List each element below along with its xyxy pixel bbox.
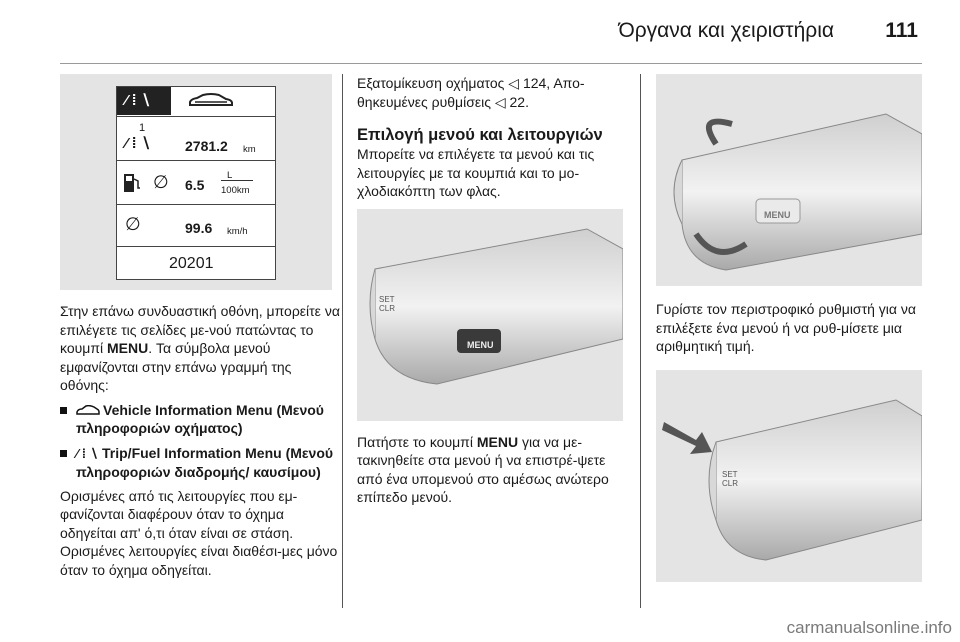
bullet-square [60, 407, 67, 414]
car-icon [76, 405, 100, 416]
column-1 [60, 74, 342, 579]
display-trip-row [117, 117, 275, 161]
menu-press-paragraph: Πατήστε το κουμπί MENU για να με-τακινηθείτε στα μενού ή να επιστρέ-ψετε από ένα υπομενού στο αμέσως ανώτερο επίπεδο μενού. [357, 433, 609, 505]
column-2 [357, 74, 623, 507]
menu-keyword: MENU [476, 433, 519, 450]
bullet-text: Trip/Fuel Information Menu (Μενού πληροφοριών διαδρομής/ καυσίμου) [76, 444, 334, 480]
menu-button-label: MENU [467, 339, 494, 350]
set-clr-illustration [656, 370, 922, 582]
note-paragraph: Ορισμένες από τις λειτουργίες που εμ-φανίζονται διαφέρουν όταν το όχημα οδηγείται απ' ό,τι όταν είναι σε στάση. Ορισμένες λειτουργίες είναι διαθέσι-μες μόνο όταν το όχημα οδηγείται. [60, 487, 338, 578]
reference-paragraph: Εξατομίκευση οχήματος ◁ 124, Απο-θηκευμένες ρυθμίσεις ◁ 22. [357, 75, 585, 110]
intro-paragraph: Στην επάνω συνδυαστική οθόνη, μπορείτε να επιλέγετε τις σελίδες με-νού πατώντας το κουμπί MENU. Τα σύμβολα μενού εμφανίζονται στην επάνω γραμμή της οθόνης: [60, 303, 340, 393]
bullet-vehicle-info [60, 401, 342, 438]
fuel-unit-bottom: 100km [221, 185, 250, 196]
set-clr-figure [656, 370, 922, 582]
menu-keyword: MENU [107, 340, 149, 356]
column-divider [342, 74, 343, 608]
watermark[interactable]: carmanualsonline.info [786, 618, 952, 637]
trip-number: 1 [139, 122, 146, 134]
section-title: Όργανα και χειριστήρια [618, 19, 834, 42]
car-icon [187, 93, 235, 111]
trip-icon: ⁄ ⁞ ∖ [125, 135, 151, 152]
set-clr-label: SET CLR [722, 469, 739, 488]
bullet-square [60, 450, 67, 457]
average-symbol: ∅ [125, 214, 141, 234]
display-figure [60, 74, 332, 290]
trip-fuel-icon: ⁄ ⁞ ∖ [125, 92, 151, 109]
rotary-adjuster-illustration [656, 74, 922, 286]
odometer-total: 20201 [169, 255, 214, 272]
average-speed-value: 99.6 [185, 220, 213, 236]
display-speed-row [117, 205, 275, 247]
indicator-stalk-illustration [357, 209, 623, 421]
speed-unit: km/h [227, 226, 248, 237]
section-heading: Επιλογή μενού και λειτουργιών [357, 126, 603, 144]
section-intro: Μπορείτε να επιλέγετε τα μενού και τις λειτουργίες με τα κουμπιά και το μο-χλοδιακόπτη των φλας. [357, 146, 595, 199]
odometer-value: 2781.2 [185, 138, 228, 154]
rotary-figure [656, 74, 922, 286]
average-symbol: ∅ [153, 172, 169, 192]
set-clr-label: SET CLR [379, 294, 396, 313]
fraction-line [221, 180, 253, 181]
column-3 [656, 74, 922, 582]
fuel-pump-icon [123, 171, 141, 193]
odometer-unit: km [243, 144, 256, 155]
bullet-trip-info [60, 444, 342, 482]
display-menu-bar [117, 87, 275, 117]
page-number: 111 [885, 19, 918, 42]
menu-button-label: MENU [764, 210, 791, 220]
trip-fuel-icon: ⁄ ⁞ ∖ [76, 445, 99, 461]
bullet-text: Vehicle Information Menu (Μενού πληροφοριών οχήματος) [76, 401, 324, 436]
display-fuel-row [117, 161, 275, 205]
fuel-unit-top: L [227, 170, 233, 181]
info-display [116, 86, 276, 280]
stalk-menu-figure [357, 209, 623, 421]
fuel-consumption-value: 6.5 [185, 177, 205, 193]
column-divider [640, 74, 641, 608]
rotary-paragraph: Γυρίστε τον περιστροφικό ρυθμιστή για να επιλέξετε ένα μενού ή να ρυθ-μίσετε μια αριθμητική τιμή. [656, 301, 916, 354]
page-header [60, 0, 922, 64]
